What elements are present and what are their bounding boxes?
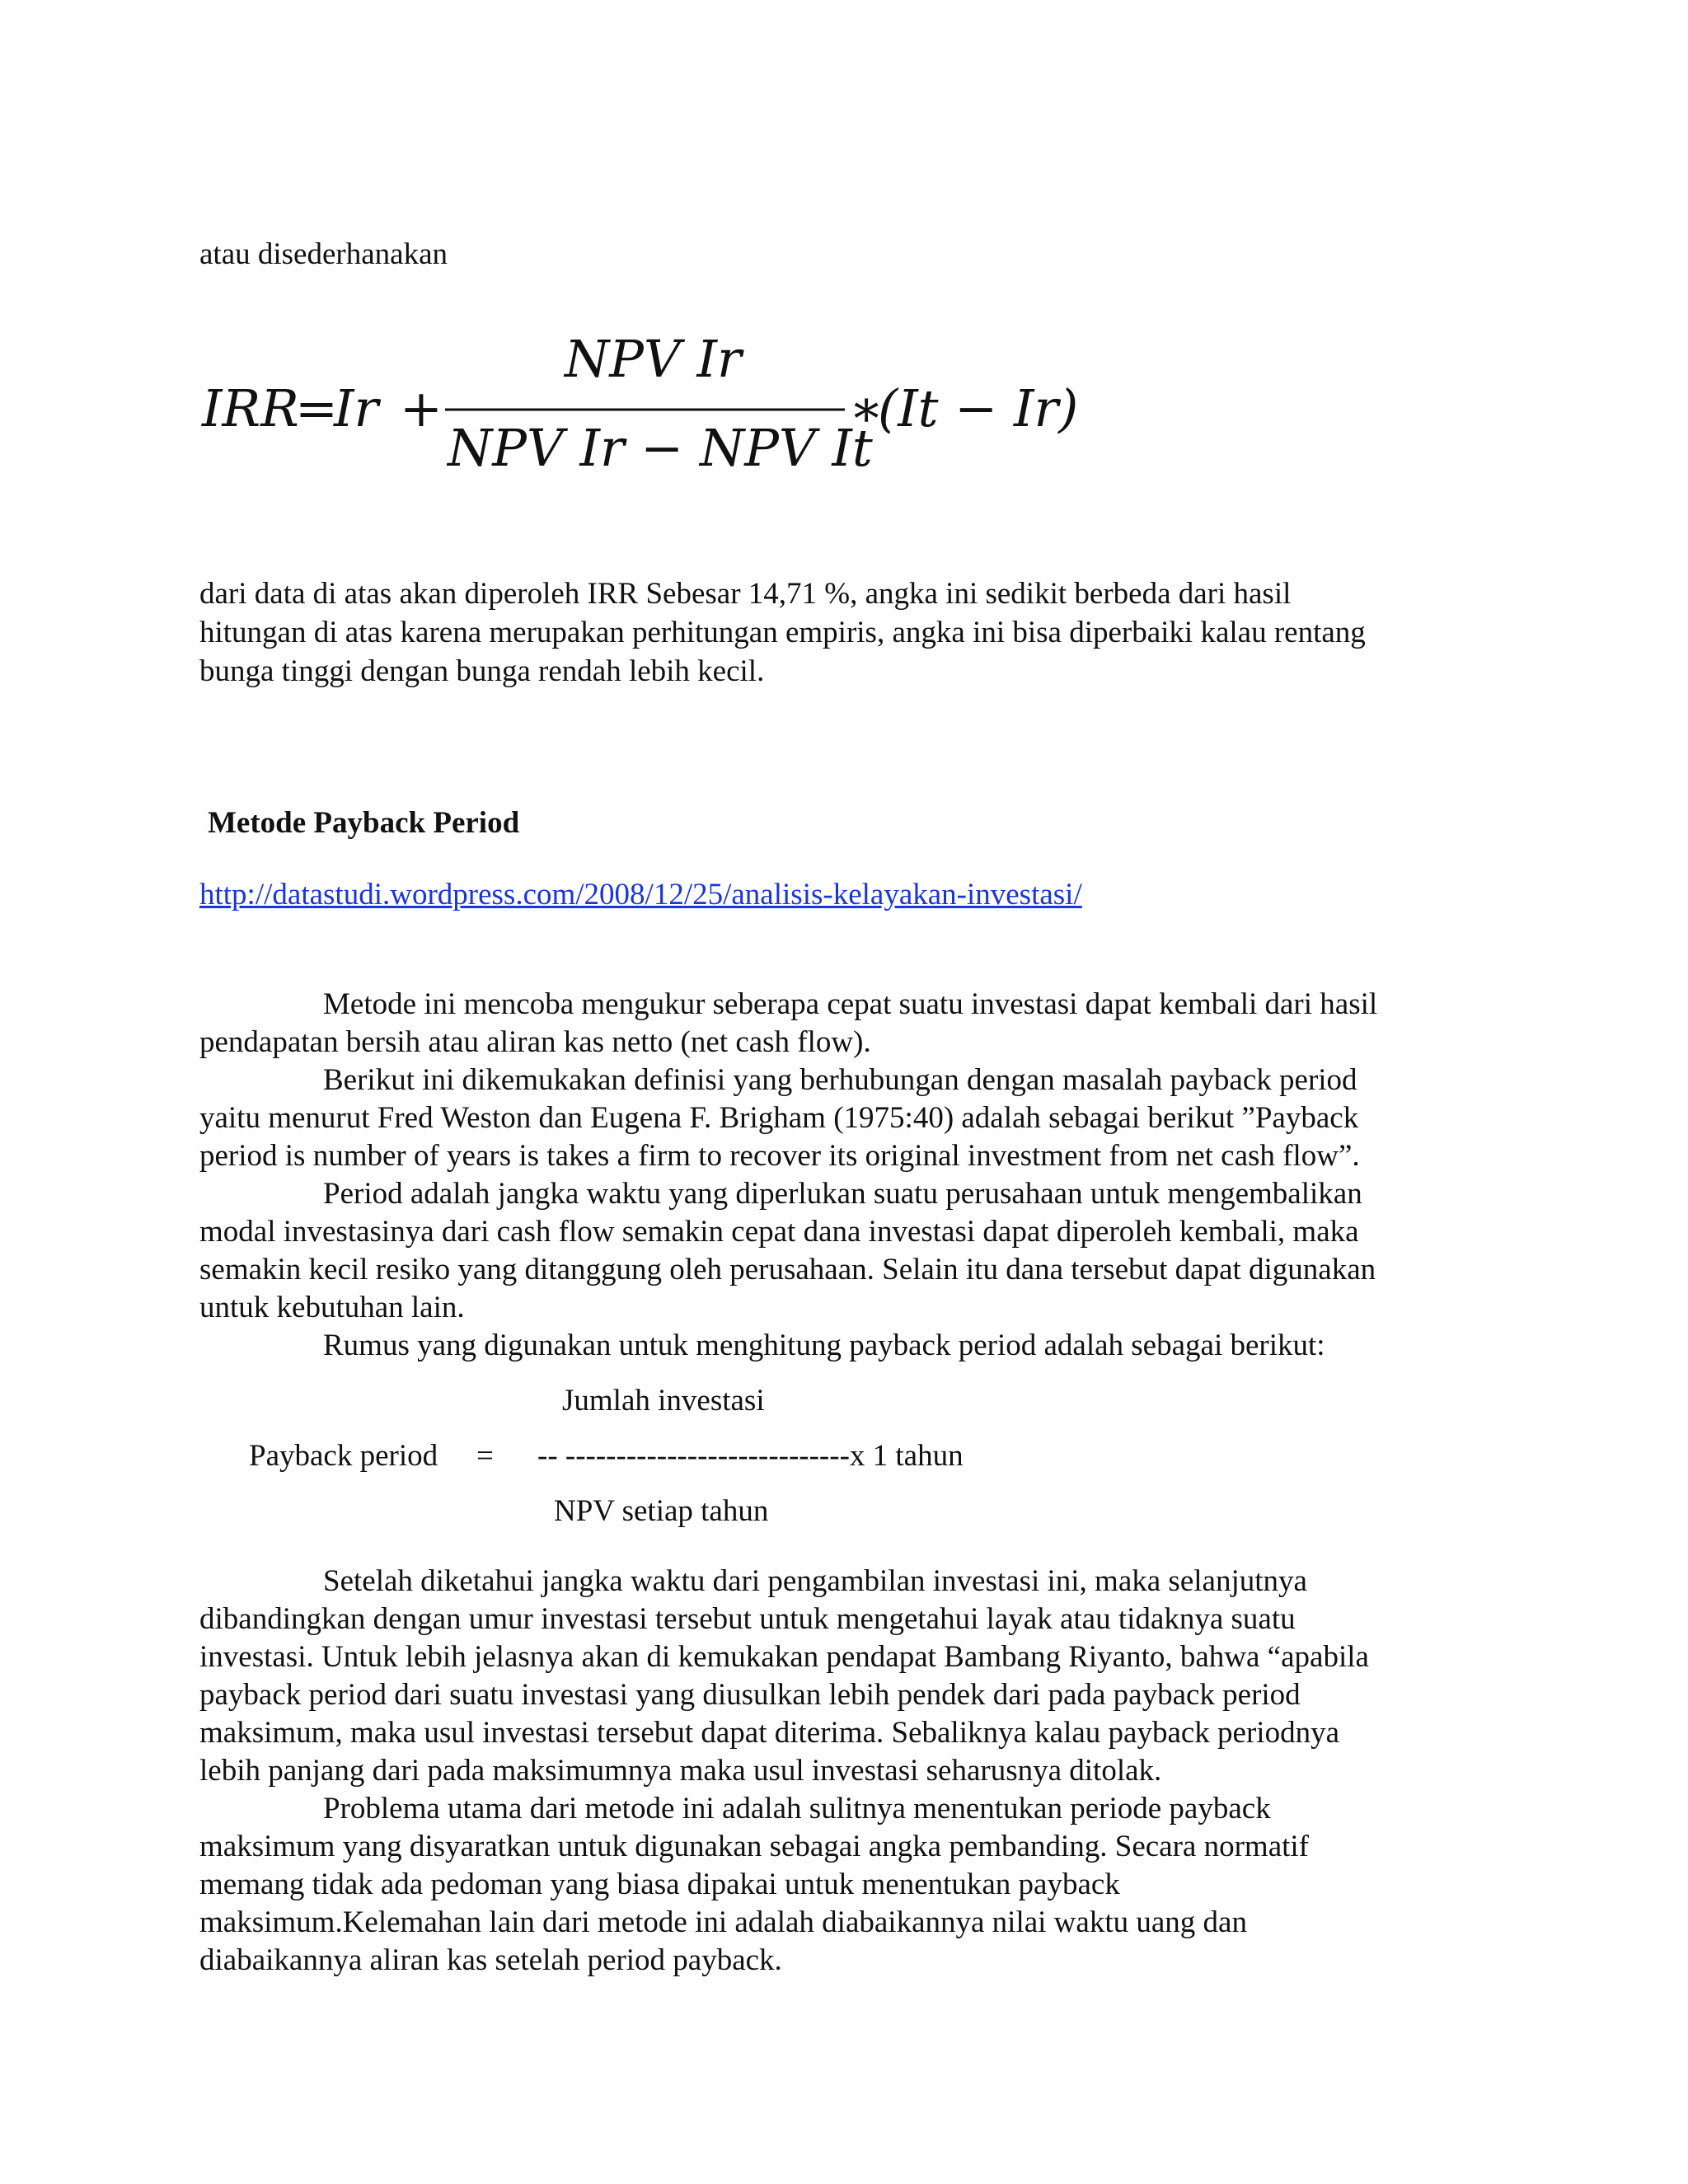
payback-label: Payback period xyxy=(249,1439,438,1473)
formula-lhs: IRR xyxy=(202,378,299,438)
conclusion-line-3: investasi. Untuk lebih jelasnya akan di kemukakan pendapat Bambang Riyanto, bahwa “apabila xyxy=(199,1640,1369,1674)
conclusion-line-10: maksimum.Kelemahan lain dari metode ini adalah diabaikannya nilai waktu uang dan xyxy=(199,1905,1247,1939)
conclusion-line-5: maksimum, maka usul investasi tersebut dapat diterima. Sebaliknya kalau payback periodnya xyxy=(199,1716,1340,1750)
irr-formula-graphic xyxy=(198,334,1088,486)
conclusion-line-7: Problema utama dari metode ini adalah sulitnya menentukan periode payback xyxy=(323,1792,1271,1825)
body-line-3: Berikut ini dikemukakan definisi yang berhubungan dengan masalah payback period xyxy=(323,1063,1357,1097)
payback-fraction-line: -- ----------------------------x 1 tahun xyxy=(537,1439,964,1473)
conclusion-line-9: memang tidak ada pedoman yang biasa dipakai untuk menentukan payback xyxy=(199,1868,1120,1901)
formula-numerator: NPV Ir xyxy=(565,334,742,389)
conclusion-line-2: dibandingkan dengan umur investasi tersebut untuk mengetahui layak atau tidaknya suatu xyxy=(199,1602,1296,1636)
body-line-9: untuk kebutuhan lain. xyxy=(199,1291,465,1324)
payback-numerator: Jumlah investasi xyxy=(562,1384,765,1418)
payback-equals: = xyxy=(476,1439,494,1473)
formula-plus: + xyxy=(400,378,443,438)
formula-equals: = xyxy=(295,378,338,438)
body-line-8: semakin kecil resiko yang ditanggung oleh perusahaan. Selain itu dana tersebut dapat digunakan xyxy=(199,1253,1376,1286)
formula-term-ir: Ir xyxy=(334,378,379,438)
irr-paragraph-line-1: dari data di atas akan diperoleh IRR Sebesar 14,71 %, angka ini sedikit berbeda dari hasil xyxy=(199,577,1292,611)
body-line-4: yaitu menurut Fred Weston dan Eugena F. Brigham (1975:40) adalah sebagai berikut ”Payback xyxy=(199,1101,1359,1135)
formula-denominator: NPV Ir − NPV It xyxy=(448,418,873,478)
conclusion-line-8: maksimum yang disyaratkan untuk digunakan sebagai angka pembanding. Secara normatif xyxy=(199,1830,1310,1863)
section-heading: Metode Payback Period xyxy=(208,806,520,840)
intro-text: atau disederhanakan xyxy=(199,237,448,271)
irr-formula xyxy=(198,334,1088,486)
body-line-10: Rumus yang digunakan untuk menghitung payback period adalah sebagai berikut: xyxy=(323,1329,1325,1362)
formula-times: ∗ xyxy=(849,378,884,438)
irr-paragraph-line-2: hitungan di atas karena merupakan perhitungan empiris, angka ini bisa diperbaiki kalau rentang xyxy=(199,616,1366,649)
body-line-5: period is number of years is takes a firm to recover its original investment from net cash flow”. xyxy=(199,1139,1360,1173)
body-line-1: Metode ini mencoba mengukur seberapa cepat suatu investasi dapat kembali dari hasil xyxy=(323,987,1378,1021)
conclusion-line-6: lebih panjang dari pada maksimumnya maka usul investasi seharusnya ditolak. xyxy=(199,1754,1162,1788)
conclusion-line-1: Setelah diketahui jangka waktu dari pengambilan investasi ini, maka selanjutnya xyxy=(323,1564,1307,1598)
payback-denominator: NPV setiap tahun xyxy=(554,1494,769,1528)
body-line-6: Period adalah jangka waktu yang diperlukan suatu perusahaan untuk mengembalikan xyxy=(323,1177,1362,1211)
irr-paragraph-line-3: bunga tinggi dengan bunga rendah lebih kecil. xyxy=(199,654,765,688)
body-line-7: modal investasinya dari cash flow semakin cepat dana investasi dapat diperoleh kembali, maka xyxy=(199,1215,1359,1249)
formula-paren-term: (It − Ir) xyxy=(878,378,1079,438)
source-link[interactable]: http://datastudi.wordpress.com/2008/12/25/analisis-kelayakan-investasi/ xyxy=(199,878,1082,912)
conclusion-line-4: payback period dari suatu investasi yang diusulkan lebih pendek dari pada payback period xyxy=(199,1678,1301,1712)
body-line-2: pendapatan bersih atau aliran kas netto (net cash flow). xyxy=(199,1025,871,1059)
conclusion-line-11: diabaikannya aliran kas setelah period payback. xyxy=(199,1943,782,1977)
